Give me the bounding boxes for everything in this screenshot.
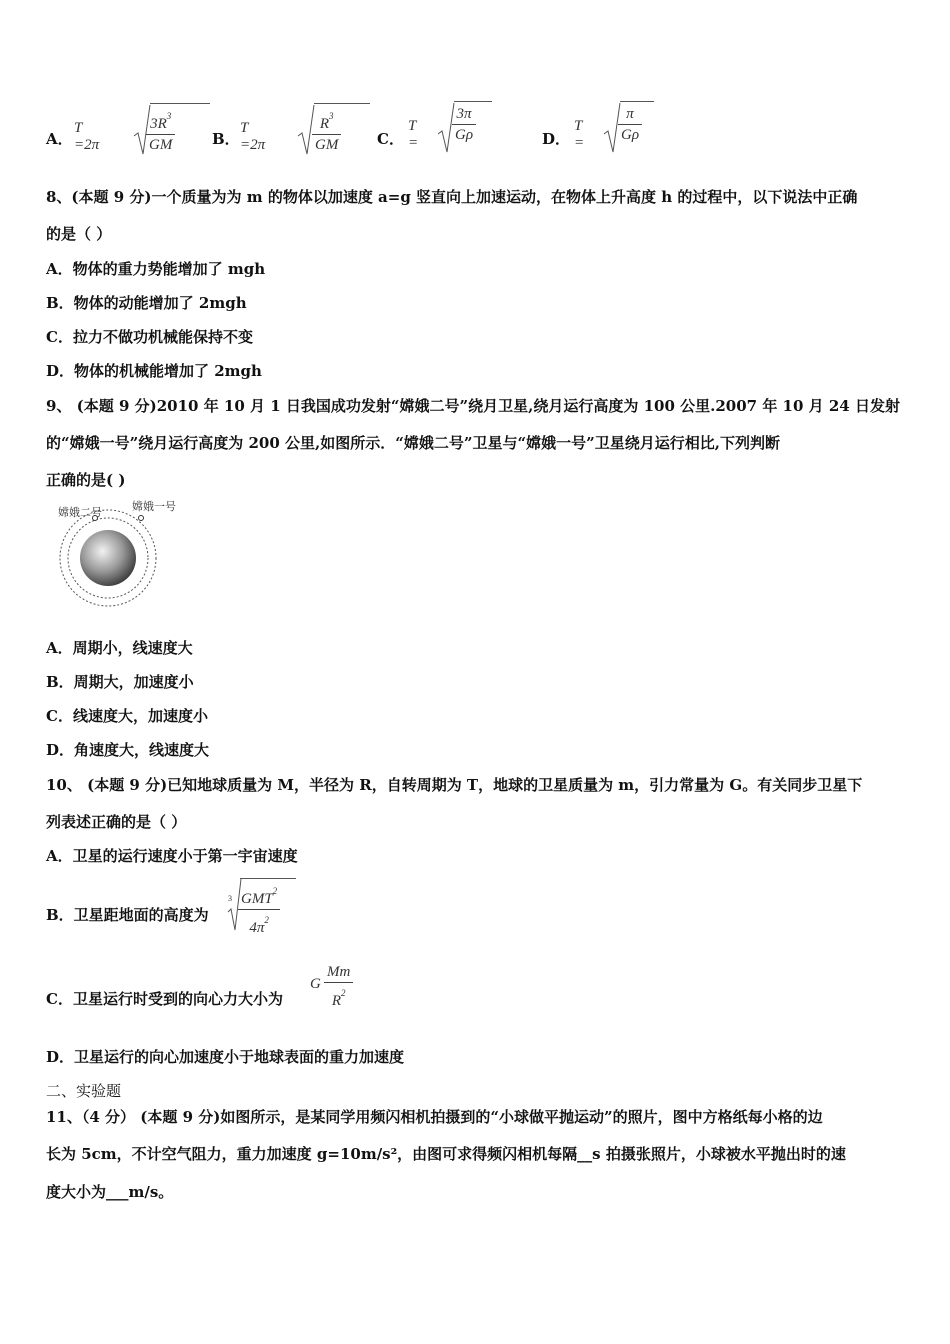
label-chang-e-2: 嫦娥二号 bbox=[58, 506, 102, 519]
q11-line3: 度大小为___m/s。 bbox=[46, 1183, 174, 1201]
formula-prefix: G bbox=[310, 976, 321, 992]
q10-option-b: B．卫星距地面的高度为 bbox=[46, 906, 209, 924]
satellite-chang-e-1 bbox=[139, 516, 144, 521]
formula-lhs: T = bbox=[408, 118, 419, 151]
q9-option-a: A．周期小，线速度大 bbox=[46, 639, 193, 657]
q9-option-c: C．线速度大，加速度小 bbox=[46, 707, 208, 725]
q8-option-a: A．物体的重力势能增加了 mgh bbox=[46, 260, 266, 278]
formula-lhs: T = bbox=[574, 118, 585, 151]
q11-line1: 11、（4 分） (本题 9 分)如图所示，是某同学用频闪相机拍摄到的“小球做平抛运动”的照片，图中方格纸每小格的边 bbox=[46, 1108, 823, 1126]
formula-lhs: T =2π bbox=[240, 120, 266, 153]
q10-option-c-formula: G $\frac{Mm}{R^2}$ bbox=[310, 962, 370, 1012]
q9-stem-line1: 9、 (本题 9 分)2010 年 10 月 1 日我国成功发射“嫦娥二号”绕月卫星,绕月运行高度为 100 公里.2007 年 10 月 24 日发射 bbox=[46, 397, 900, 415]
q9-stem-line2: 的“嫦娥一号”绕月运行高度为 200 公里,如图所示．“嫦娥二号”卫星与“嫦娥一号”卫星绕月运行相比,下列判断 bbox=[46, 434, 780, 452]
q10-option-b-formula: 3 GMT$^2$ $4\pi^2$ bbox=[226, 878, 306, 932]
orbit-diagram bbox=[52, 498, 192, 610]
root-index: 3 bbox=[228, 894, 232, 903]
q8-option-b: B．物体的动能增加了 2mgh bbox=[46, 294, 247, 312]
q8-stem-line1: 8、(本题 9 分)一个质量为为 m 的物体以加速度 a=g 竖直向上加速运动，在物体上升高度 h 的过程中，以下说法中正确 bbox=[46, 188, 858, 206]
q7-option-d-letter: D． bbox=[542, 130, 571, 148]
formula-lhs: T =2π bbox=[74, 120, 100, 153]
q7-option-a-letter: A． bbox=[46, 130, 73, 148]
q7-option-b-letter: B． bbox=[212, 130, 240, 148]
q10-stem-line1: 10、 (本题 9 分)已知地球质量为 M，半径为 R，自转周期为 T，地球的卫星质量为 m，引力常量为 G。有关同步卫星下 bbox=[46, 776, 863, 794]
q9-stem-line3: 正确的是( ) bbox=[46, 471, 126, 489]
q7-option-c-letter: C． bbox=[377, 130, 404, 148]
q9-option-d: D．角速度大，线速度大 bbox=[46, 741, 210, 759]
q8-stem-line2: 的是（ ） bbox=[46, 225, 112, 243]
label-chang-e-1: 嫦娥一号 bbox=[132, 500, 176, 513]
q8-option-d: D．物体的机械能增加了 2mgh bbox=[46, 362, 262, 380]
q10-option-a: A．卫星的运行速度小于第一宇宙速度 bbox=[46, 847, 298, 865]
q10-stem-line2: 列表述正确的是（ ） bbox=[46, 813, 187, 831]
q10-option-d: D．卫星运行的向心加速度小于地球表面的重力加速度 bbox=[46, 1048, 405, 1066]
q11-line2: 长为 5cm，不计空气阻力，重力加速度 g=10m/s²，由图可求得频闪相机每隔__s 拍摄张照片，小球被水平抛出时的速 bbox=[46, 1145, 846, 1163]
q10-option-c: C．卫星运行时受到的向心力大小为 bbox=[46, 990, 283, 1008]
moon-orbit-figure bbox=[52, 498, 192, 610]
section-heading: 二、实验题 bbox=[46, 1082, 122, 1100]
moon bbox=[80, 530, 136, 586]
q9-option-b: B．周期大，加速度小 bbox=[46, 673, 194, 691]
q8-option-c: C．拉力不做功机械能保持不变 bbox=[46, 328, 253, 346]
